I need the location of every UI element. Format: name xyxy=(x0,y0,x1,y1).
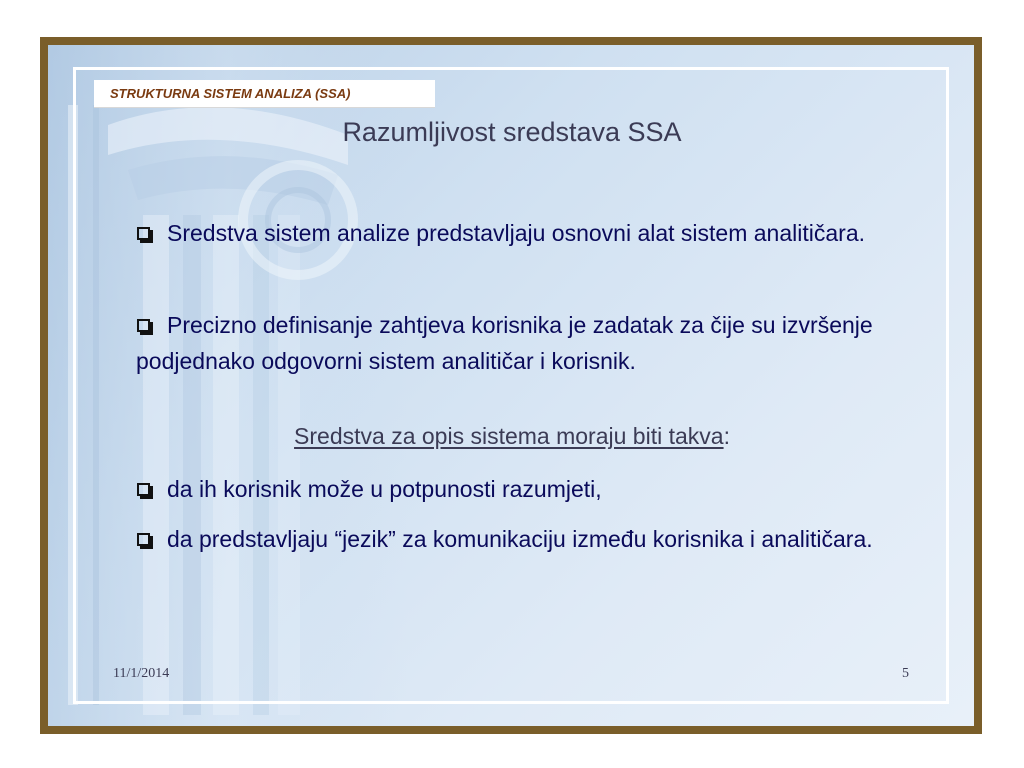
slide-title: Razumljivost sredstava SSA xyxy=(342,117,682,147)
inner-border xyxy=(73,67,949,704)
section-heading-text: Sredstva za opis sistema moraju biti takva xyxy=(294,423,724,449)
bullet-item xyxy=(136,521,928,557)
bullet-item xyxy=(136,307,928,379)
bullet-text: da predstavljaju “jezik” za komunikaciju između korisnika i analitičara. xyxy=(167,526,873,552)
bullet-text: Precizno definisanje zahtjeva korisnika je zadatak za čije su izvršenje podjednako odgovorni sistem analitičar i korisnik. xyxy=(136,312,873,374)
bullet-text: da ih korisnik može u potpunosti razumjeti, xyxy=(167,476,602,502)
section-heading-suffix: : xyxy=(723,423,730,449)
bullet-text: Sredstva sistem analize predstavljaju osnovni alat sistem analitičara. xyxy=(167,220,865,246)
checkbox-bullet-icon xyxy=(137,483,150,496)
section-heading xyxy=(0,423,1024,450)
footer-date: 11/1/2014 xyxy=(113,666,170,681)
bullet-item xyxy=(136,471,928,507)
checkbox-bullet-icon xyxy=(137,227,150,240)
bullet-item xyxy=(136,215,928,251)
checkbox-bullet-icon xyxy=(137,319,150,332)
checkbox-bullet-icon xyxy=(137,533,150,546)
header-label: STRUKTURNA SISTEM ANALIZA (SSA) xyxy=(94,80,435,108)
page-number: 5 xyxy=(902,666,909,681)
